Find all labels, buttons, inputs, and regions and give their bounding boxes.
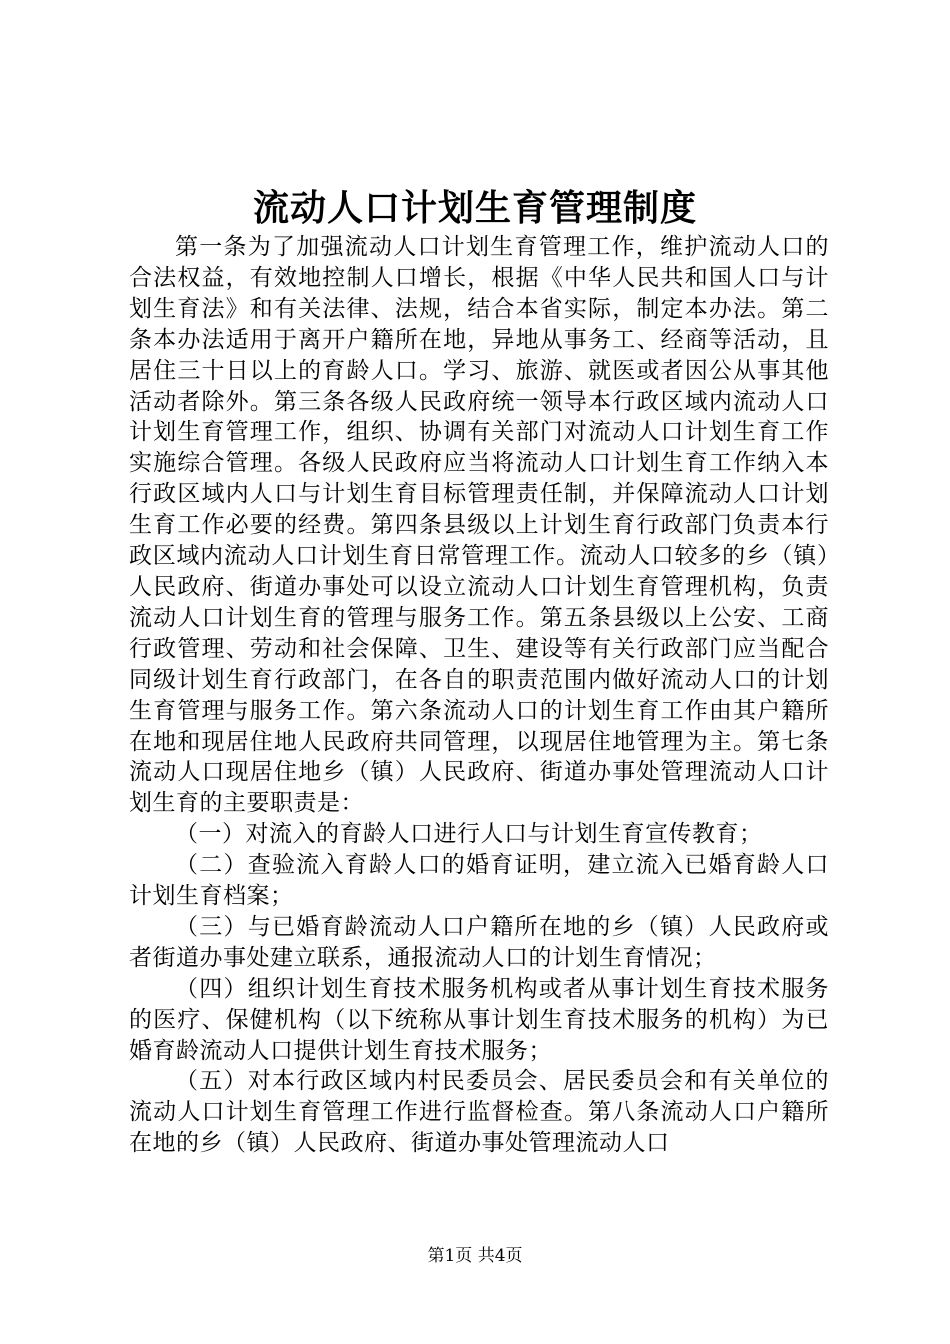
- document-title: 流动人口计划生育管理制度: [252, 187, 697, 229]
- paragraph-item-4: （四）组织计划生育技术服务机构或者从事计划生育技术服务的医疗、保健机构（以下统称从事计划生育技术服务的机构）为已婚育龄流动人口提供计划生育技术服务；: [129, 975, 829, 1064]
- paragraph-item-3: （三）与已婚育龄流动人口户籍所在地的乡（镇）人民政府或者街道办事处建立联系，通报流动人口的计划生育情况；: [129, 913, 829, 971]
- paragraph-item-1: （一）对流入的育龄人口进行人口与计划生育宣传教育；: [175, 821, 763, 848]
- paragraph-item-2: （二）查验流入育龄人口的婚育证明，建立流入已婚育龄人口计划生育档案；: [129, 852, 829, 910]
- document-body: [129, 232, 829, 1159]
- paragraph-articles-1-7: 第一条为了加强流动人口计划生育管理工作，维护流动人口的合法权益，有效地控制人口增长，根据《中华人民共和国人口与计划生育法》和有关法律、法规，结合本省实际，制定本办法。第二条本办法适用于离开户籍所在地，异地从事务工、经商等活动，且居住三十日以上的育龄人口。学习、旅游、就医或者因公从事其他活动者除外。第三条各级人民政府统一领导本行政区域内流动人口计划生育管理工作，组织、协调有关部门对流动人口计划生育工作实施综合管理。各级人民政府应当将流动人口计划生育工作纳入本行政区域内人口与计划生育目标管理责任制，并保障流动人口计划生育工作必要的经费。第四条县级以上计划生育行政部门负责本行政区域内流动人口计划生育日常管理工作。流动人口较多的乡（镇）人民政府、街道办事处可以设立流动人口计划生育管理机构，负责流动人口计划生育的管理与服务工作。第五条县级以上公安、工商行政管理、劳动和社会保障、卫生、建设等有关行政部门应当配合同级计划生育行政部门，在各自的职责范围内做好流动人口的计划生育管理与服务工作。第六条流动人口的计划生育工作由其户籍所在地和现居住地人民政府共同管理，以现居住地管理为主。第七条流动人口现居住地乡（镇）人民政府、街道办事处管理流动人口计划生育的主要职责是：: [129, 234, 829, 817]
- page-number-footer: 第1页 共4页: [427, 1246, 523, 1266]
- paragraph-item-5: （五）对本行政区域内村民委员会、居民委员会和有关单位的流动人口计划生育管理工作进行监督检查。第八条流动人口户籍所在地的乡（镇）人民政府、街道办事处管理流动人口: [129, 1068, 829, 1157]
